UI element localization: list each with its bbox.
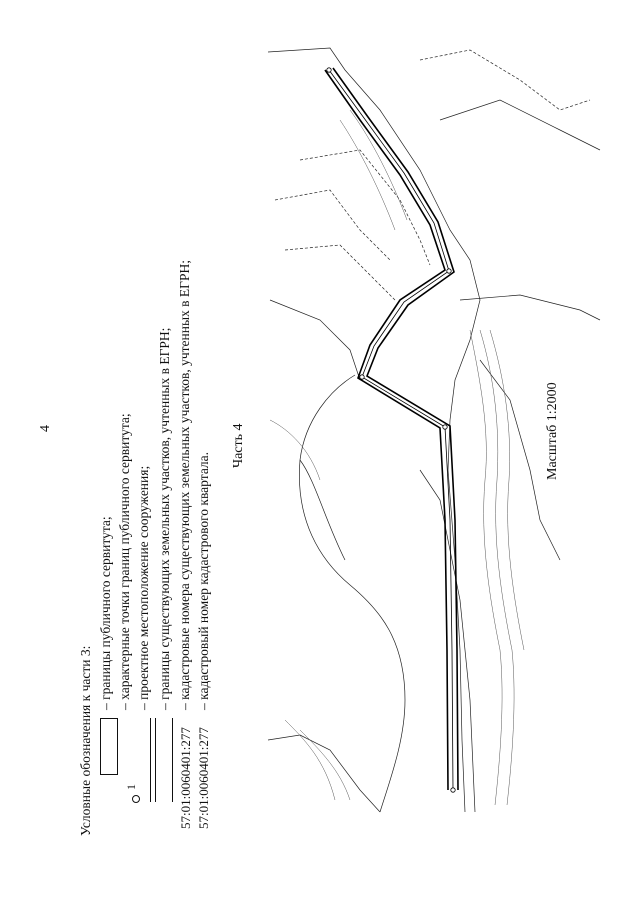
legend-item-servitude-boundary: – границы публичного сервитута;	[98, 516, 113, 710]
land-plot-boundary	[268, 48, 480, 812]
terrain-contour	[270, 420, 320, 480]
land-plot-boundary	[440, 100, 600, 150]
characteristic-point	[447, 269, 451, 273]
legend-item-land-plot-boundaries: – границы существующих земельных участков, учтенных в ЕГРН;	[157, 327, 172, 710]
terrain-contour	[300, 730, 350, 800]
servitude-boundary	[333, 68, 458, 790]
land-plot-boundary	[270, 300, 360, 380]
legend-item-characteristic-points: – характерные точки границ публичного сервитута;	[117, 413, 132, 710]
map-part-label: Часть 4	[231, 423, 246, 468]
legend-item-land-plot-codes: – кадастровые номера существующих земельных участков, учтенных в ЕГРН;	[177, 260, 192, 710]
land-plot-boundary	[300, 150, 430, 265]
legend-point-label: 1	[124, 784, 138, 790]
characteristic-point	[443, 425, 447, 429]
land-plot-boundary	[299, 375, 405, 812]
terrain-contour	[480, 330, 514, 805]
terrain-contour	[490, 330, 524, 650]
legend-title: Условные обозначения к части 3:	[78, 645, 93, 836]
page-number: 4	[38, 425, 53, 432]
land-plot-boundary	[460, 295, 600, 320]
characteristic-point	[360, 375, 364, 379]
characteristic-point	[327, 68, 331, 72]
land-plot-boundary	[268, 735, 380, 812]
legend-land-plot-code: 57:01:0060401:277	[178, 727, 193, 829]
land-plot-boundary	[285, 245, 395, 300]
land-plot-boundary	[420, 50, 590, 110]
terrain-contour	[470, 330, 502, 805]
land-plot-boundary	[480, 360, 560, 560]
legend-item-quarter-code: – кадастровый номер кадастрового квартала.	[196, 451, 211, 710]
land-plot-boundary	[300, 460, 345, 560]
servitude-boundary	[325, 70, 448, 790]
legend-item-structure-location: – проектное местоположение сооружения;	[136, 465, 151, 710]
characteristic-point	[451, 788, 455, 792]
map-scale-label: Масштаб 1:2000	[545, 382, 560, 480]
structure-axis	[329, 70, 453, 790]
legend-quarter-code: 57:01:0060401:277	[196, 727, 211, 829]
